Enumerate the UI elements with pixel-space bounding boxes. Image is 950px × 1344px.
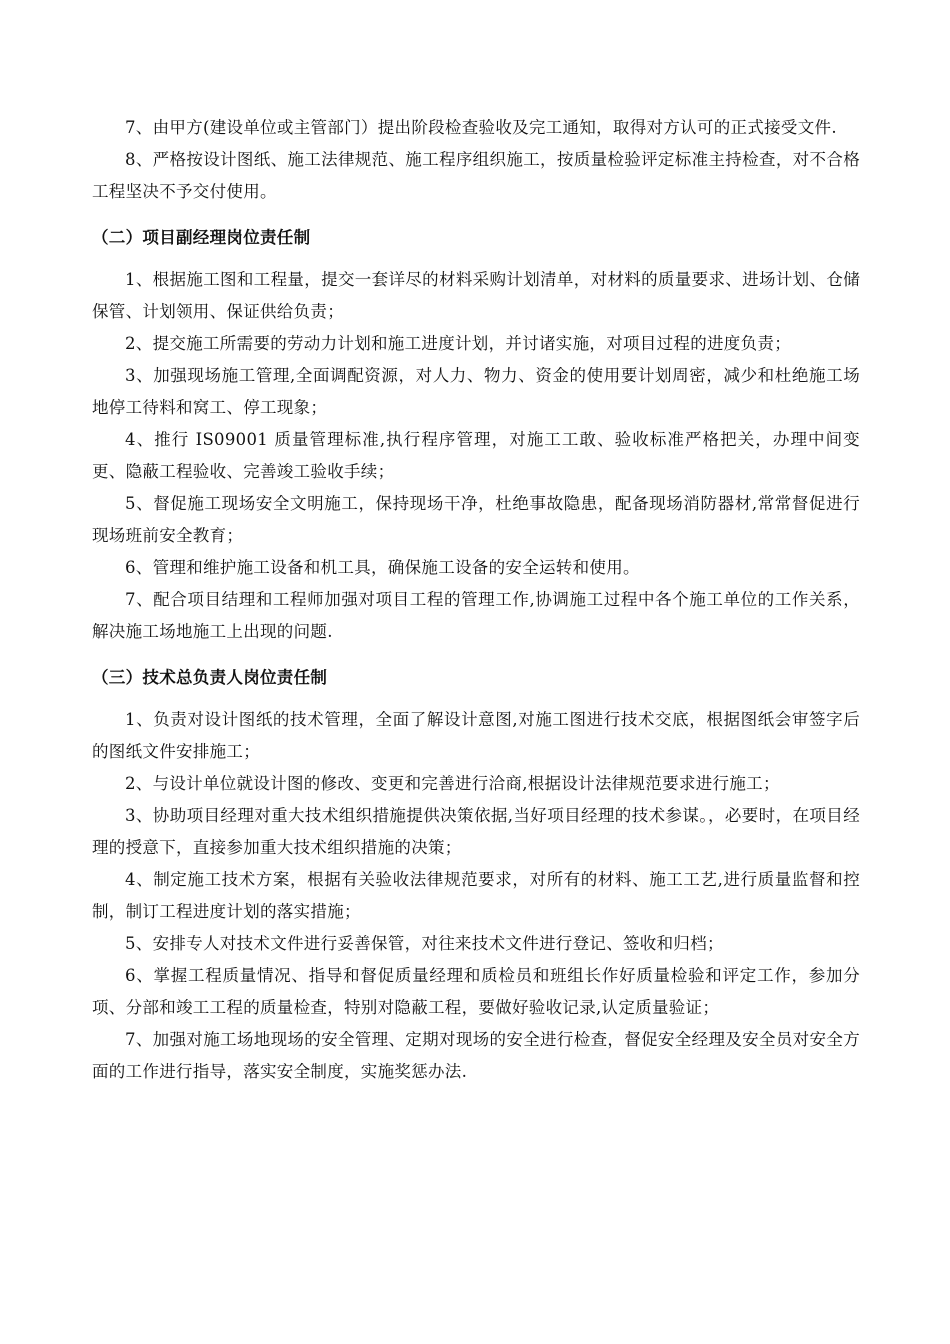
section-three xyxy=(92,662,860,1088)
paragraph-item-1: 1、负责对设计图纸的技术管理，全面了解设计意图,对施工图进行技术交底，根据图纸会审签字后的图纸文件安排施工； xyxy=(92,710,860,761)
paragraph-item-6: 6、管理和维护施工设备和机工具，确保施工设备的安全运转和使用。 xyxy=(125,558,640,577)
section-one-tail xyxy=(92,112,860,208)
paragraph-item-2: 2、提交施工所需要的劳动力计划和施工进度计划，并讨诸实施，对项目过程的进度负责； xyxy=(125,334,791,353)
section-heading-technical-lead: （三）技术总负责人岗位责任制 xyxy=(92,668,328,687)
paragraph-item-7: 7、由甲方(建设单位或主管部门）提出阶段检查验收及完工通知，取得对方认可的正式接受文件. xyxy=(125,118,837,137)
paragraph-item-2: 2、与设计单位就设计图的修改、变更和完善进行洽商,根据设计法律规范要求进行施工； xyxy=(125,774,780,793)
paragraph-item-3: 3、加强现场施工管理,全面调配资源，对人力、物力、资金的使用要计划周密，减少和杜绝施工场地停工待料和窝工、停工现象； xyxy=(92,366,860,417)
document-page xyxy=(92,112,860,1088)
paragraph-item-7: 7、加强对施工场地现场的安全管理、定期对现场的安全进行检查，督促安全经理及安全员对安全方面的工作进行指导，落实安全制度，实施奖惩办法. xyxy=(92,1030,860,1081)
paragraph-item-5: 5、督促施工现场安全文明施工，保持现场干净，杜绝事故隐患，配备现场消防器材,常常督促进行现场班前安全教育； xyxy=(92,494,860,545)
section-heading-deputy-manager: （二）项目副经理岗位责任制 xyxy=(92,228,311,247)
paragraph-item-6: 6、掌握工程质量情况、指导和督促质量经理和质检员和班组长作好质量检验和评定工作，参加分项、分部和竣工工程的质量检查，特别对隐蔽工程，要做好验收记录,认定质量验证； xyxy=(92,966,860,1017)
paragraph-item-4: 4、推行 IS09001 质量管理标准,执行程序管理，对施工工敢、验收标准严格把关，办理中间变更、隐蔽工程验收、完善竣工验收手续； xyxy=(92,430,860,481)
paragraph-item-4: 4、制定施工技术方案，根据有关验收法律规范要求，对所有的材料、施工工艺,进行质量监督和控制，制订工程进度计划的落实措施； xyxy=(92,870,860,921)
paragraph-item-8: 8、严格按设计图纸、施工法律规范、施工程序组织施工，按质量检验评定标准主持检查，对不合格工程坚决不予交付使用。 xyxy=(92,150,860,201)
paragraph-item-7: 7、配合项目结理和工程师加强对项目工程的管理工作,协调施工过程中各个施工单位的工作关系，解决施工场地施工上出现的问题. xyxy=(92,590,860,641)
paragraph-item-1: 1、根据施工图和工程量，提交一套详尽的材料采购计划清单，对材料的质量要求、进场计划、仓储保管、计划领用、保证供给负责； xyxy=(92,270,860,321)
section-two xyxy=(92,222,860,648)
paragraph-item-3: 3、协助项目经理对重大技术组织措施提供决策依据,当好项目经理的技术参谋。，必要时，在项目经理的授意下，直接参加重大技术组织措施的决策； xyxy=(92,806,860,857)
paragraph-item-5: 5、安排专人对技术文件进行妥善保管，对往来技术文件进行登记、签收和归档； xyxy=(125,934,724,953)
